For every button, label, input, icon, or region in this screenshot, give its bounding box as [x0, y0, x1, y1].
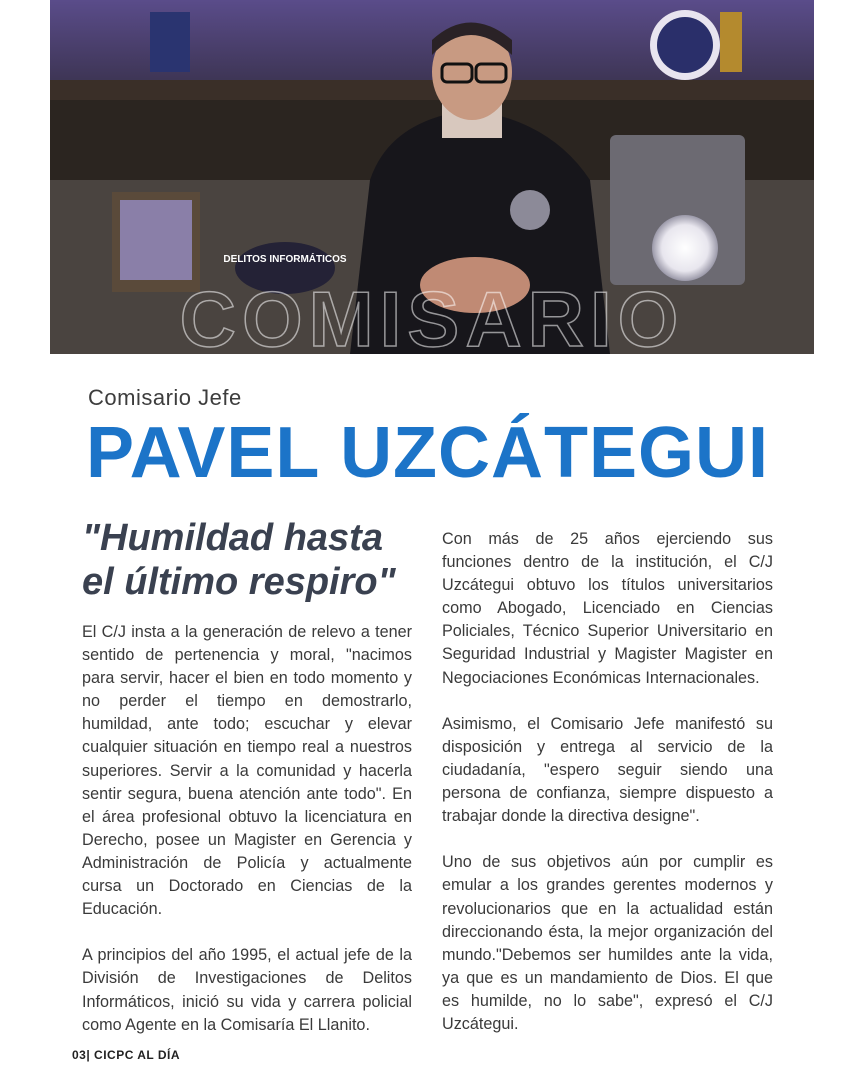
office-portrait-image [50, 0, 814, 354]
page-footer: 03| CICPC AL DÍA [72, 1048, 181, 1062]
watermark-text: COMISARIO [179, 275, 685, 354]
paragraph: El C/J insta a la generación de relevo a tener sentido de pertenencia y moral, "nacimos para servir, hacer el bien en todo momento y no perder el tiempo en demostrarlo, humildad, ante todo; escuchar y elevar cualquier situación en tiempo real a nuestros superiores. Servir a la comunidad y hacerla sentir segura, buena atención ante todo". En el área profesional obtuvo la licenciatura en Derecho, posee un Magister en Gerencia y Administración de Policía y actualmente cursa un Doctorado en Ciencias de la Educación. [82, 623, 412, 919]
pull-quote: "Humildad hasta el último respiro" [82, 517, 396, 603]
page-title: PAVEL UZCÁTEGUI [86, 413, 770, 493]
right-column [442, 528, 773, 1059]
paragraph: Uno de sus objetivos aún por cumplir es emular a los grandes gerentes modernos y revolucionarios que en la actualidad están direccionando ésta, la mejor organización del mundo."Debemos ser humildes ante la vida, ya que es un mandamiento de Dios. El que es humilde, no lo sabe", expresó el C/J Uzcátegui. [442, 853, 773, 1033]
subtitle: Comisario Jefe [88, 385, 242, 410]
left-column [82, 621, 412, 1060]
paragraph: Con más de 25 años ejerciendo sus funciones dentro de la institución, el C/J Uzcátegui obtuvo los títulos universitarios como Abogado, Licenciado en Ciencias Policiales, Técnico Superior Universitario en Seguridad Industrial y Magister Magister en Negociaciones Económicas Internacionales. [442, 530, 773, 687]
hero-photo [50, 0, 814, 354]
cap-text: DELITOS INFORMÁTICOS [223, 254, 347, 265]
paragraph: A principios del año 1995, el actual jefe de la División de Investigaciones de Delitos Informáticos, inició su vida y carrera policial como Agente en la Comisaría El Llanito. [82, 946, 412, 1034]
paragraph: Asimismo, el Comisario Jefe manifestó su disposición y entrega al servicio de la ciudadanía, "espero seguir siendo una persona de confianza, siempre dispuesto a trabajar donde la directiva designe". [442, 714, 773, 826]
